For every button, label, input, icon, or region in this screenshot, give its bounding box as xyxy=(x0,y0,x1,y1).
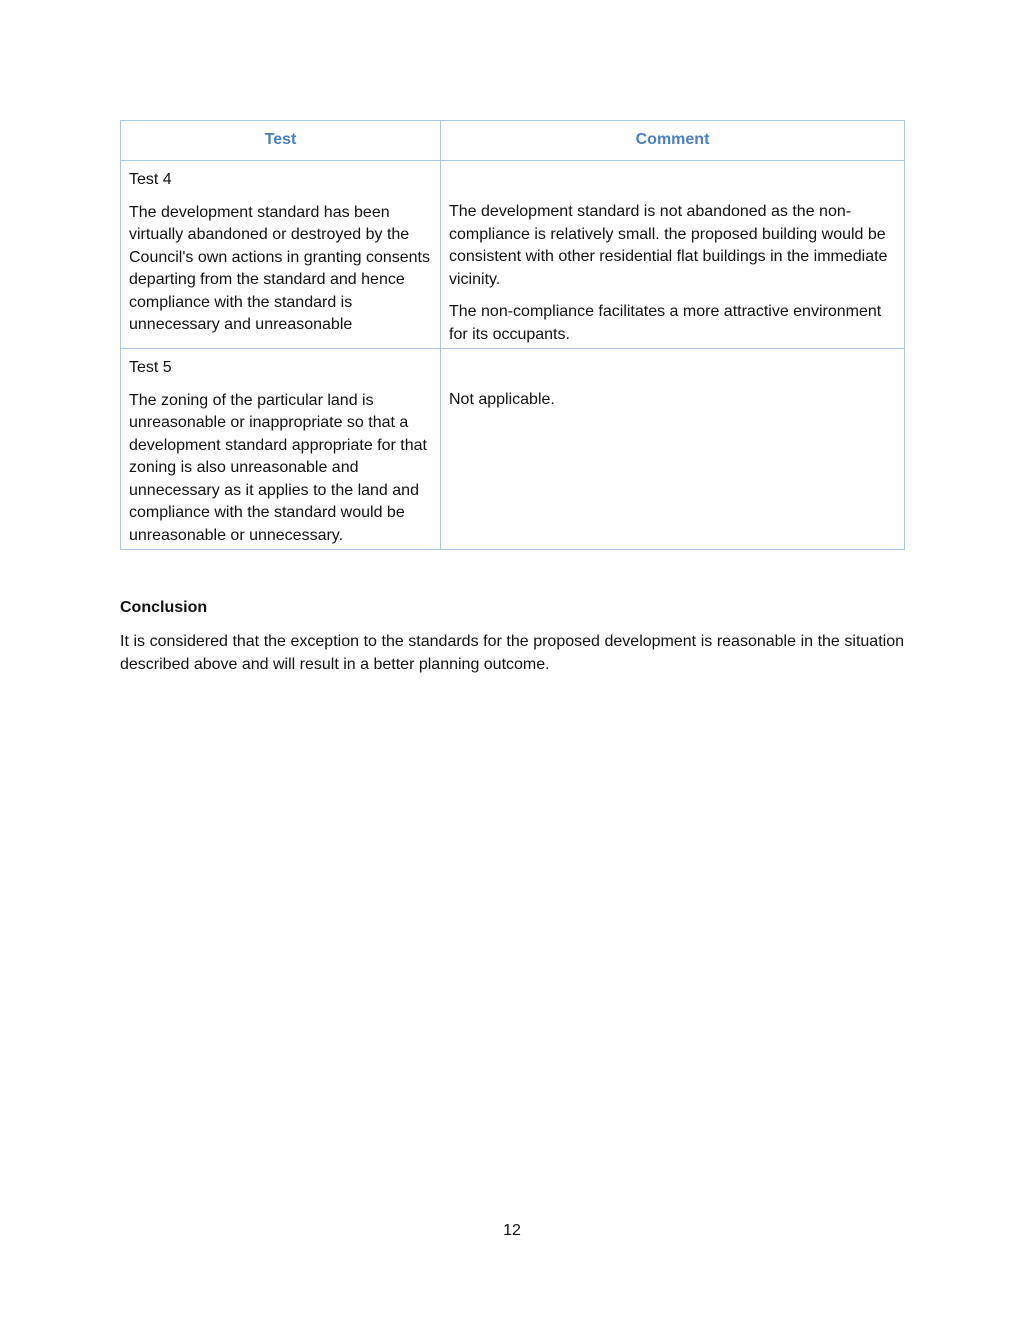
comment-cell xyxy=(441,161,905,349)
table-row xyxy=(121,349,905,550)
conclusion-heading: Conclusion xyxy=(120,599,208,616)
conclusion-text: It is considered that the exception to the standards for the proposed development is reasonable in the situation described above and will result in a better planning outcome. xyxy=(120,633,904,673)
test-description: The zoning of the particular land is unreasonable or inappropriate so that a development standard appropriate for that zoning is also unreasonable and unnecessary as it applies to the land and compliance with the standard would be unreasonable or unnecessary. xyxy=(129,391,427,544)
table-row xyxy=(121,161,905,349)
table-header-row xyxy=(121,121,905,161)
comment-cell xyxy=(441,349,905,550)
comment-paragraph: The non-compliance facilitates a more attractive environment for its occupants. xyxy=(449,303,882,343)
test-label: Test 5 xyxy=(129,359,172,376)
test-description: The development standard has been virtually abandoned or destroyed by the Council's own actions in granting consents departing from the standard and hence compliance with the standard is unnecessary and unreasonable xyxy=(129,203,430,333)
page-number: 12 xyxy=(503,1222,521,1239)
comment-paragraph: The development standard is not abandoned as the non-compliance is relatively small. the proposed building would be consistent with other residential flat buildings in the immediate vicinity. xyxy=(449,203,888,288)
test-label: Test 4 xyxy=(129,171,172,188)
test-cell xyxy=(121,349,441,550)
header-test: Test xyxy=(121,121,441,161)
comment-paragraph: Not applicable. xyxy=(449,391,555,408)
test-cell xyxy=(121,161,441,349)
tests-table xyxy=(120,120,905,550)
header-comment: Comment xyxy=(441,121,905,161)
